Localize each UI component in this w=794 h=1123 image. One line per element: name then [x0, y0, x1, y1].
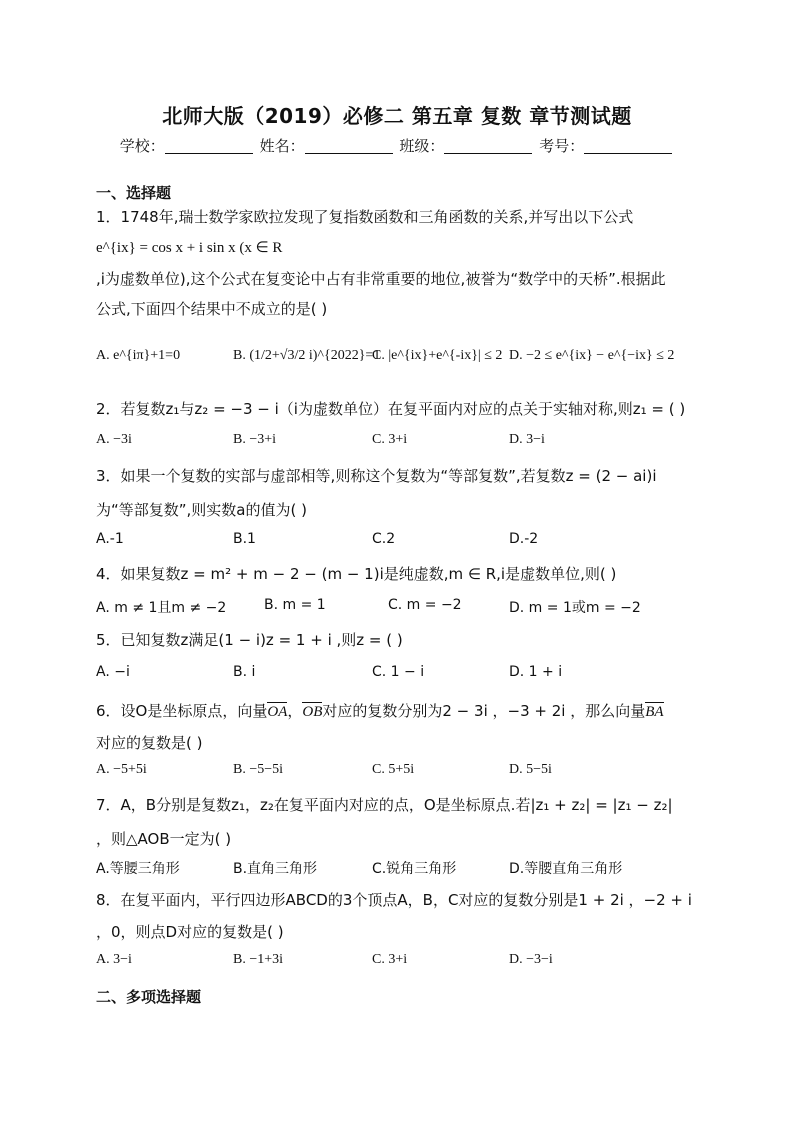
question-1-option-b[interactable]: B. (1/2+√3/2 i)^{2022}=1 — [233, 348, 381, 363]
question-7-option-c[interactable]: C.锐角三角形 — [372, 861, 457, 877]
question-3-line-2: 为“等部复数”,则实数a的值为( ) — [96, 501, 307, 519]
question-4-option-b[interactable]: B. m = 1 — [264, 597, 326, 613]
question-8-line-1: 8．在复平面内，平行四边形ABCD的3个顶点A，B，C对应的复数分别是1 + 2i ，−2 + i — [96, 891, 692, 909]
class-blank[interactable] — [444, 137, 532, 154]
question-3-line-1: 3．如果一个复数的实部与虚部相等,则称这个复数为“等部复数”,若复数z = (2 − ai)i — [96, 467, 657, 485]
question-7-option-b[interactable]: B.直角三角形 — [233, 861, 318, 877]
question-1-line-3: ,i为虚数单位),这个公式在复变论中占有非常重要的地位,被誉为“数学中的天桥”.根据此 — [96, 270, 666, 288]
question-1-line-4: 公式,下面四个结果中不成立的是( ) — [96, 300, 328, 318]
name-label: 姓名： — [259, 137, 305, 155]
question-8-options — [96, 952, 716, 974]
question-2-option-c[interactable]: C. 3+i — [372, 432, 408, 447]
question-1-option-c[interactable]: C. |e^{ix}+e^{-ix}| ≤ 2 — [372, 348, 503, 363]
question-3-option-d[interactable]: D.-2 — [509, 531, 539, 547]
question-6-line-2: 对应的复数是( ) — [96, 734, 203, 752]
section-heading-choice: 一、选择题 — [96, 184, 172, 202]
question-6-option-a[interactable]: A. −5+5i — [96, 762, 147, 777]
question-5-text: 5．已知复数z满足(1 − i)z = 1 + i ,则z = ( ) — [96, 631, 403, 649]
question-7-option-d[interactable]: D.等腰直角三角形 — [509, 861, 623, 877]
question-6-option-c[interactable]: C. 5+5i — [372, 762, 415, 777]
vector-ob: OB — [302, 704, 323, 720]
question-5-option-b[interactable]: B. i — [233, 664, 256, 680]
question-2-text: 2．若复数z₁与z₂ = −3 − i（i为虚数单位）在复平面内对应的点关于实轴对称,则z₁ = ( ) — [96, 400, 686, 418]
question-7-line-1: 7．A，B分别是复数z₁，z₂在复平面内对应的点，O是坐标原点.若|z₁ + z₂| = |z₁ − z₂| — [96, 796, 673, 814]
question-2-option-d[interactable]: D. 3−i — [509, 432, 545, 447]
question-6-options — [96, 762, 716, 784]
question-5-option-a[interactable]: A. −i — [96, 664, 130, 680]
question-8-option-d[interactable]: D. −3−i — [509, 952, 553, 967]
question-1-option-a[interactable]: A. e^{iπ}+1=0 — [96, 348, 181, 363]
question-6-text-a: 6．设O是坐标原点，向量 — [96, 702, 268, 720]
class-label: 班级： — [399, 137, 445, 155]
question-2-option-b[interactable]: B. −3+i — [233, 432, 277, 447]
question-8-line-2: ，0，则点D对应的复数是( ) — [96, 923, 284, 941]
question-6-line-1 — [96, 700, 724, 721]
name-blank[interactable] — [305, 137, 393, 154]
question-1-option-d[interactable]: D. −2 ≤ e^{ix} − e^{−ix} ≤ 2 — [509, 348, 675, 363]
student-info-row — [0, 135, 794, 156]
question-6-option-d[interactable]: D. 5−5i — [509, 762, 552, 777]
question-8-option-b[interactable]: B. −1+3i — [233, 952, 284, 967]
question-7-line-2: ，则△AOB一定为( ) — [96, 830, 232, 848]
vector-ba: BA — [645, 704, 664, 720]
question-4-option-a[interactable]: A. m ≠ 1且m ≠ −2 — [96, 600, 227, 616]
question-5-option-c[interactable]: C. 1 − i — [372, 664, 425, 680]
question-4-option-d[interactable]: D. m = 1或m = −2 — [509, 600, 641, 616]
question-5-options — [96, 664, 716, 686]
question-6-option-b[interactable]: B. −5−5i — [233, 762, 284, 777]
question-2-option-a[interactable]: A. −3i — [96, 432, 132, 447]
school-label: 学校： — [119, 137, 165, 155]
question-4-option-c[interactable]: C. m = −2 — [388, 597, 462, 613]
number-blank[interactable] — [584, 137, 672, 154]
question-6-text-e: 对应的复数分别为2 − 3i ，−3 + 2i ，那么向量 — [322, 702, 646, 720]
school-blank[interactable] — [165, 137, 253, 154]
question-7-option-a[interactable]: A.等腰三角形 — [96, 861, 180, 877]
question-3-option-a[interactable]: A.-1 — [96, 531, 124, 547]
question-3-options — [96, 531, 716, 553]
question-4-text: 4．如果复数z = m² + m − 2 − (m − 1)i是纯虚数,m ∈ R,i是虚数单位,则( ) — [96, 565, 617, 583]
question-6-text-c: ， — [287, 702, 303, 720]
question-3-option-c[interactable]: C.2 — [372, 531, 396, 547]
question-1-formula: e^{ix} = cos x + i sin x (x ∈ R — [96, 240, 283, 256]
question-2-options — [96, 432, 716, 454]
question-8-option-a[interactable]: A. 3−i — [96, 952, 132, 967]
number-label: 考号： — [539, 137, 585, 155]
question-7-options — [96, 858, 716, 880]
vector-oa: OA — [267, 704, 288, 720]
page-title: 北师大版（2019）必修二 第五章 复数 章节测试题 — [162, 104, 632, 128]
section-heading-multi-choice: 二、多项选择题 — [96, 988, 202, 1006]
question-4-options — [96, 597, 716, 619]
question-8-option-c[interactable]: C. 3+i — [372, 952, 408, 967]
question-3-option-b[interactable]: B.1 — [233, 531, 256, 547]
question-1-options — [96, 348, 716, 370]
question-5-option-d[interactable]: D. 1 + i — [509, 664, 563, 680]
question-1-line-1: 1．1748年,瑞士数学家欧拉发现了复指数函数和三角函数的关系,并写出以下公式 — [96, 208, 634, 226]
